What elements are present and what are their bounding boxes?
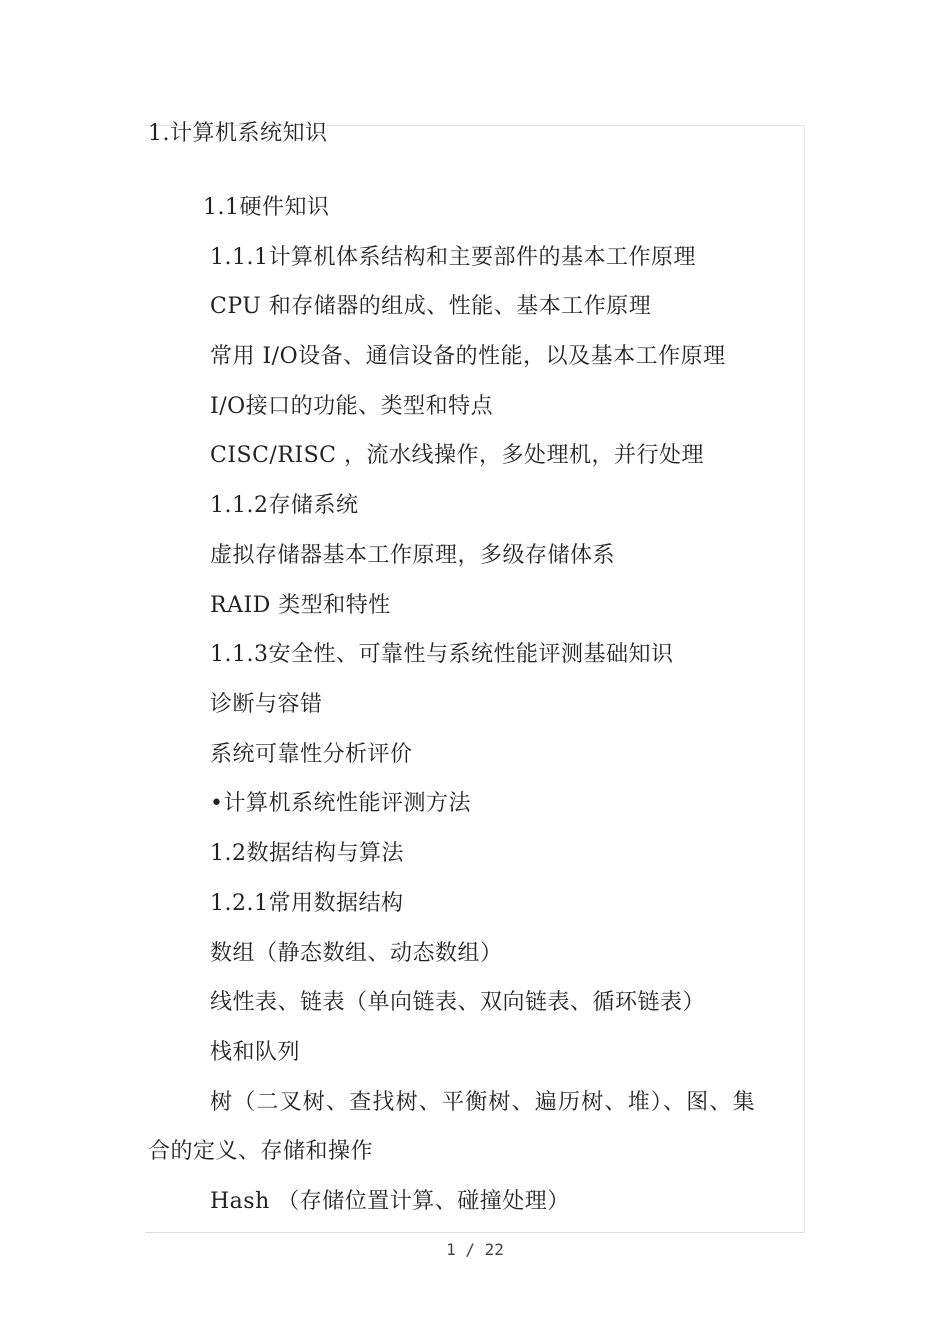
subsubsection-heading: 1.1.2存储系统: [210, 493, 359, 518]
subsubsection-heading: 1.1.1计算机体系结构和主要部件的基本工作原理: [210, 245, 696, 270]
list-item: CISC/RISC ，流水线操作，多处理机，并行处理: [210, 443, 704, 468]
subsubsection-heading: 1.2.1常用数据结构: [210, 891, 404, 916]
list-item: 数组（静态数组、动态数组）: [210, 941, 503, 966]
list-item: 线性表、链表（单向链表、双向链表、循环链表）: [210, 990, 706, 1015]
list-item: 虚拟存储器基本工作原理，多级存储体系: [210, 543, 616, 568]
subsection-heading: 1.1硬件知识: [203, 195, 330, 220]
list-item: 栈和队列: [210, 1040, 301, 1065]
subsubsection-heading: 1.1.3安全性、可靠性与系统性能评测基础知识: [210, 642, 674, 667]
list-item: 常用 I/O设备、通信设备的性能，以及基本工作原理: [210, 344, 726, 369]
list-item: 诊断与容错: [210, 692, 323, 717]
list-item: CPU 和存储器的组成、性能、基本工作原理: [210, 294, 652, 319]
subsection-heading: 1.2数据结构与算法: [210, 841, 404, 866]
list-item: •计算机系统性能评测方法: [210, 791, 471, 816]
list-item: 树（二叉树、查找树、平衡树、遍历树、堆）、图、集: [210, 1090, 756, 1115]
list-item-continuation: 合的定义、存储和操作: [148, 1139, 374, 1164]
page-indicator: 1 / 22: [446, 1240, 504, 1259]
list-item: RAID 类型和特性: [210, 593, 391, 618]
list-item: I/O接口的功能、类型和特点: [210, 394, 494, 419]
list-item: 系统可靠性分析评价: [210, 742, 413, 767]
section-heading: 1.计算机系统知识: [148, 121, 328, 146]
list-item: Hash （存储位置计算、碰撞处理）: [210, 1189, 570, 1214]
